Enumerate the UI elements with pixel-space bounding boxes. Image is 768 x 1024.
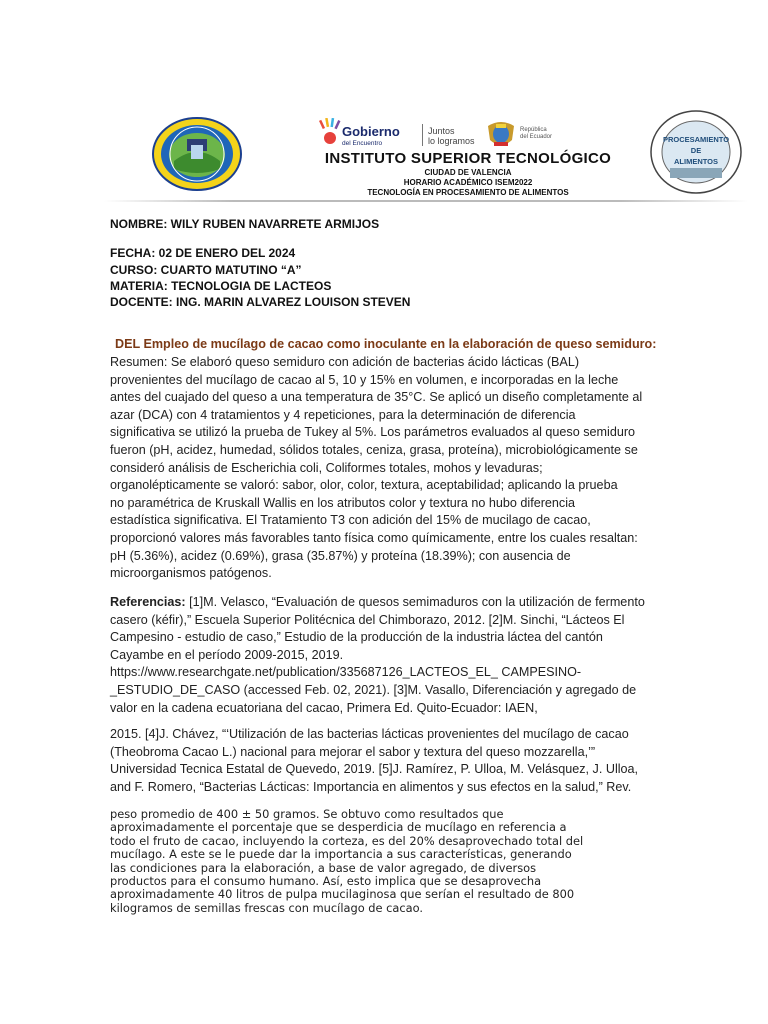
seal-word-foods: ALIMENTOS xyxy=(673,157,719,166)
abstract-line: consideró análisis de Escherichia coli, Coliformes totales, mohos y levaduras; xyxy=(110,460,543,475)
abstract-line: estadística significativa. El Tratamiento T3 con adición del 15% de mucilago de cacao, xyxy=(110,513,591,528)
references-paragraph xyxy=(110,594,658,717)
references-continued xyxy=(110,726,658,796)
reference-line: valor en la cadena ecuatoriana del cacao, Primera Ed. Quito-Ecuador: IAEN, xyxy=(110,700,538,715)
seal-word-of: DE xyxy=(690,146,702,155)
results-line: peso promedio de 400 ± 50 gramos. Se obtuvo como resultados que xyxy=(110,807,504,821)
abstract-line: provenientes del mucílago de cacao al 5, 10 y 15% en volumen, e incorporadas en la leche xyxy=(110,372,619,387)
food-processing-seal-icon xyxy=(650,110,742,194)
abstract-line: microorganismos patógenos. xyxy=(110,566,272,581)
republic-label: República del Ecuador xyxy=(520,127,553,140)
abstract-line: fueron (pH, acidez, humedad, sólidos totales, ceniza, grasa, proteína), microbiológicamente se xyxy=(110,442,638,457)
course-line: CURSO: CUARTO MATUTINO “A” xyxy=(110,263,302,277)
reference-line: https://www.researchgate.net/publication/335687126_LACTEOS_EL_ CAMPESINO- xyxy=(110,665,582,680)
abstract-line: organolépticamente se valoró: sabor, olor, color, textura, aceptabilidad; aplicando la prueba xyxy=(110,478,618,493)
government-name: Gobierno del Encuentro xyxy=(342,124,400,147)
reference-line: (Theobroma Cacao L.) nacional para mejorar el sabor y textura del queso mozzarella,’” xyxy=(110,744,596,759)
results-line: productos para el consumo humano. Así, esto implica que se desaprovecha xyxy=(110,874,542,889)
institute-name: INSTITUTO SUPERIOR TECNOLÓGICO xyxy=(324,150,612,167)
document-header xyxy=(0,100,768,210)
reference-line: Universidad Tecnica Estatal de Quevedo, 2019. [5]J. Ramírez, P. Ulloa, M. Velásquez, J. Ulloa, xyxy=(110,762,639,777)
seal-word-processing: PROCESAMIENTO xyxy=(662,135,730,144)
abstract-line: pH (5.36%), acidez (0.69%), grasa (35.87%) y proteína (18.39%); con ausencia de xyxy=(110,548,571,563)
abstract-line: proporcionó valores más favorables tanto física como químicamente, entre los cuales resaltan: xyxy=(110,530,638,545)
teacher-line: DOCENTE: ING. MARIN ALVAREZ LOUISON STEVEN xyxy=(110,295,411,309)
results-paragraph xyxy=(110,808,650,915)
abstract-line: significativa se utilizó la prueba de Tukey al 5%. Los parámetros evaluados al queso semiduro xyxy=(110,425,636,440)
references-label: Referencias: xyxy=(110,595,186,609)
results-line: aproximadamente 40 litros de pulpa mucilaginosa que serían el resultado de 800 xyxy=(110,887,575,902)
results-line: kilogramos de semillas frescas con mucílago de cacao. xyxy=(110,900,424,915)
results-line: mucílago. A este se le puede dar la importancia a sus características, generando xyxy=(110,847,572,862)
government-logo xyxy=(318,118,578,152)
results-line: todo el fruto de cacao, incluyendo la corteza, es del 20% desaprovechado total del xyxy=(110,833,584,848)
abstract-line: antes del cuajado del queso a una temperatura de 35°C. Se aplicó un diseño completamente al xyxy=(110,390,643,405)
reference-line: 2015. [4]J. Chávez, “‘Utilización de las bacterias lácticas provenientes del mucílago de cacao xyxy=(110,727,629,741)
abstract-line: no paramétrica de Kruskall Wallis en los atributos color y textura no hubo diferencia xyxy=(110,495,576,510)
subject-line: MATERIA: TECNOLOGIA DE LACTEOS xyxy=(110,279,332,293)
academic-schedule: HORARIO ACADÉMICO ISEM2022 xyxy=(403,178,533,187)
abstract-paragraph xyxy=(110,354,658,583)
logo-divider xyxy=(422,124,423,146)
abstract-line: azar (DCA) con 4 tratamientos y 4 repeticiones, para la determinación de diferencia xyxy=(110,407,576,422)
references-first-text: [1]M. Velasco, “Evaluación de quesos semimaduros con la utilización de fermento xyxy=(185,595,645,609)
reference-line: Cayambe en el período 2009-2015, 2019. xyxy=(110,647,344,662)
reference-line: casero (kéfir),” Escuela Superior Politécnica del Chimborazo, 2012. [2]M. Sinchi, “Lácteos El xyxy=(110,612,625,627)
results-line: las condiciones para la elaboración, a base de valor agregado, de diversos xyxy=(110,860,537,875)
student-name: NOMBRE: WILY RUBEN NAVARRETE ARMIJOS xyxy=(110,217,380,231)
references-first-line xyxy=(110,594,658,612)
results-line: aproximadamente el porcentaje que se desperdicia de mucílago en referencia a xyxy=(110,820,567,835)
abstract-line: Resumen: Se elaboró queso semiduro con adición de bacterias ácido lácticas (BAL) xyxy=(110,355,580,369)
reference-line: _ESTUDIO_DE_CASO (accessed Feb. 02, 2021). [3]M. Vasallo, Diferenciación y agregado de xyxy=(110,682,637,697)
government-rays-icon xyxy=(318,118,342,148)
reference-line: Campesino - estudio de caso,” Estudio de la producción de la industria láctea del cantón xyxy=(110,630,603,645)
reference-line: and F. Romero, “Bacterias Lácticas: Importancia en alimentos y sus efectos en la salud,” Rev. xyxy=(110,779,632,794)
ecuador-shield-icon xyxy=(484,120,518,150)
government-slogan: Juntos lo logramos xyxy=(428,126,475,146)
header-divider xyxy=(104,200,748,202)
institute-city: CIUDAD DE VALENCIA xyxy=(424,168,512,177)
program-name: TECNOLOGÍA EN PROCESAMIENTO DE ALIMENTOS xyxy=(367,188,569,197)
article-title: DEL Empleo de mucílago de cacao como inoculante en la elaboración de queso semiduro: xyxy=(115,337,657,351)
date-line: FECHA: 02 DE ENERO DEL 2024 xyxy=(110,246,296,260)
